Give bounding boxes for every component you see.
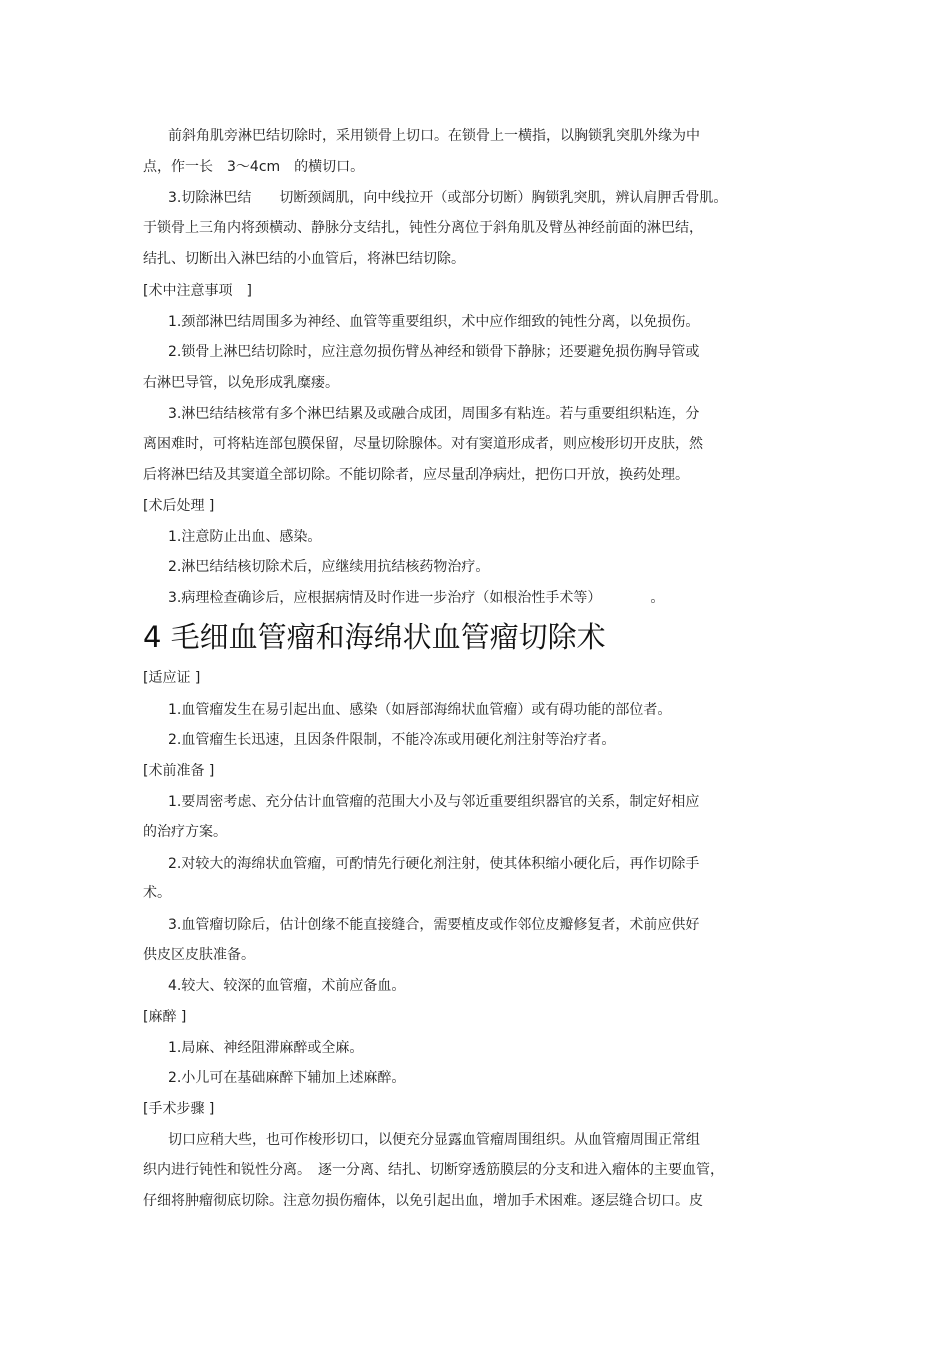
text-line: 1.要周密考虑、充分估计血管瘤的范围大小及与邻近重要组织器官的关系，制定好相应 [168, 794, 700, 810]
text-line: 2.淋巴结结核切除术后，应继续用抗结核药物治疗。 [168, 559, 490, 575]
text-line: 2.血管瘤生长迅速，且因条件限制，不能冷冻或用硬化剂注射等治疗者。 [168, 732, 616, 748]
text-line: 点，作一长 3～4cm 的横切口。 [143, 159, 365, 175]
text-line: 3.血管瘤切除后，估计创缘不能直接缝合，需要植皮或作邻位皮瓣修复者，术前应供好 [168, 917, 700, 933]
text-line: 的治疗方案。 [143, 824, 227, 840]
text-line: 结扎、切断出入淋巴结的小血管后，将淋巴结切除。 [143, 251, 465, 267]
text-line: 2.对较大的海绵状血管瘤，可酌情先行硬化剂注射，使其体积缩小硬化后，再作切除手 [168, 856, 700, 872]
text-line: 右淋巴导管，以免形成乳糜瘘。 [143, 375, 339, 391]
text-line: 供皮区皮肤准备。 [143, 947, 255, 963]
text-line: 2.锁骨上淋巴结切除时，应注意勿损伤臂丛神经和锁骨下静脉；还要避免损伤胸导管或 [168, 344, 700, 360]
text-line: 4.较大、较深的血管瘤，术前应备血。 [168, 978, 406, 994]
text-line: 前斜角肌旁淋巴结切除时，采用锁骨上切口。在锁骨上一横指，以胸锁乳突肌外缘为中 [168, 128, 700, 144]
text-line: 离困难时，可将粘连部包膜保留，尽量切除腺体。对有窦道形成者，则应梭形切开皮肤，然 [143, 436, 703, 452]
section-heading: [术后处理 ] [143, 498, 215, 514]
section-heading: [适应证 ] [143, 670, 201, 686]
section-heading: [术前准备 ] [143, 763, 215, 779]
section-heading: [术中注意事项 ] [143, 283, 252, 299]
text-line: 切口应稍大些，也可作梭形切口，以便充分显露血管瘤周围组织。从血管瘤周围正常组 [168, 1132, 700, 1148]
text-line: 3.切除淋巴结 切断颈阔肌，向中线拉开（或部分切断）胸锁乳突肌，辨认肩胛舌骨肌。 [168, 190, 728, 206]
chapter-title: 4 毛细血管瘤和海绵状血管瘤切除术 [143, 620, 606, 654]
text-line: 织内进行钝性和锐性分离。 逐一分离、结扎、切断穿透筋膜层的分支和进入瘤体的主要血管， [143, 1162, 724, 1178]
text-line: 1.血管瘤发生在易引起出血、感染（如唇部海绵状血管瘤）或有碍功能的部位者。 [168, 702, 672, 718]
text-line: 于锁骨上三角内将颈横动、静脉分支结扎，钝性分离位于斜角肌及臂丛神经前面的淋巴结， [143, 220, 703, 236]
text-line: 2.小儿可在基础麻醉下辅加上述麻醉。 [168, 1070, 406, 1086]
section-heading: [麻醉 ] [143, 1009, 187, 1025]
section-heading: [手术步骤 ] [143, 1101, 215, 1117]
text-line: 1.注意防止出血、感染。 [168, 529, 322, 545]
text-line: 1.颈部淋巴结周围多为神经、血管等重要组织，术中应作细致的钝性分离，以免损伤。 [168, 314, 700, 330]
text-line: 3.淋巴结结核常有多个淋巴结累及或融合成团，周围多有粘连。若与重要组织粘连，分 [168, 406, 700, 422]
text-line: 后将淋巴结及其窦道全部切除。不能切除者，应尽量刮净病灶，把伤口开放，换药处理。 [143, 467, 689, 483]
text-line: 1.局麻、神经阻滞麻醉或全麻。 [168, 1040, 364, 1056]
text-line: 术。 [143, 885, 171, 901]
text-line: 仔细将肿瘤彻底切除。注意勿损伤瘤体，以免引起出血，增加手术困难。逐层缝合切口。皮 [143, 1193, 703, 1209]
text-line: 3.病理检查确诊后，应根据病情及时作进一步治疗（如根治性手术等） 。 [168, 590, 665, 606]
